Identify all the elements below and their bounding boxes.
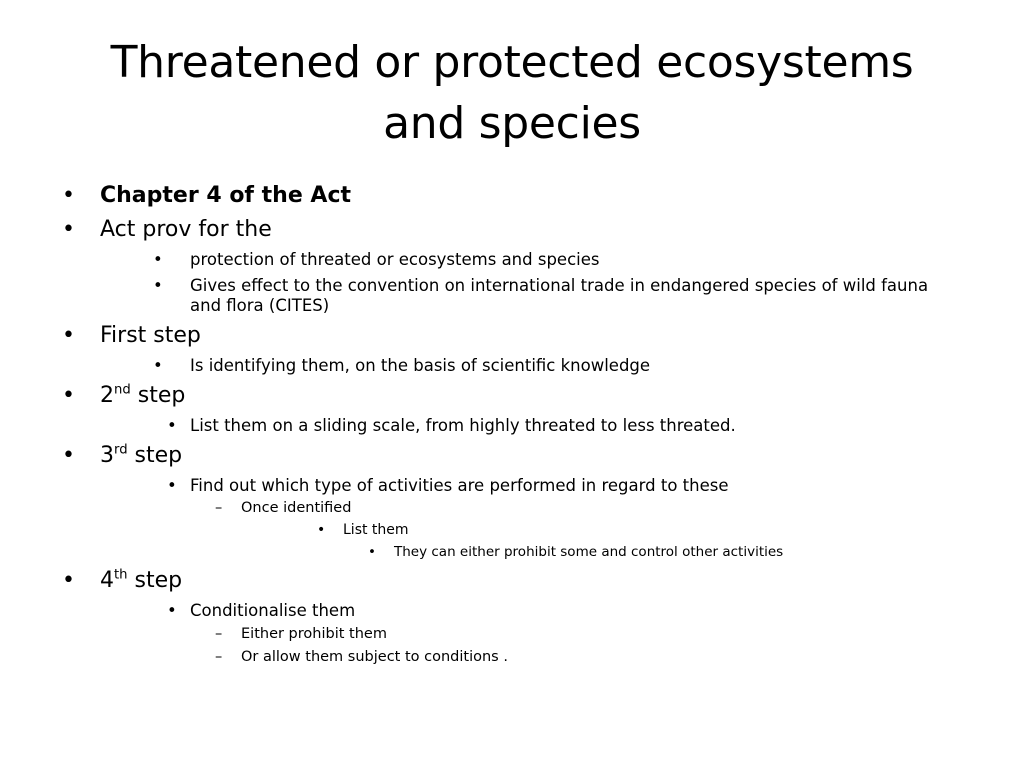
dash-marker: –	[215, 626, 223, 642]
list-item-or-allow: Or allow them subject to conditions .	[241, 649, 508, 665]
bullet-marker: •	[62, 183, 75, 208]
list-item-gives-effect-line-1: Gives effect to the convention on international trade in endangered species of wild fauna	[190, 276, 929, 295]
bullet-marker: •	[153, 250, 163, 269]
bullet-marker: •	[153, 276, 163, 295]
step-word: step	[127, 443, 183, 468]
list-item-list-them: List them	[343, 522, 409, 538]
list-item-sliding-scale: List them on a sliding scale, from highly threated to less threated.	[190, 416, 736, 435]
list-item-either-prohibit: Either prohibit them	[241, 626, 387, 642]
list-item-gives-effect-line-2: and flora (CITES)	[190, 296, 330, 315]
step-number: 3	[100, 443, 114, 468]
bullet-marker: •	[62, 217, 75, 242]
bullet-marker: •	[368, 544, 376, 560]
list-item-act-prov: Act prov for the	[100, 217, 272, 242]
slide-title-line-1: Threatened or protected ecosystems	[110, 37, 914, 88]
bullet-marker: •	[62, 568, 75, 593]
step-ordinal-suffix: rd	[114, 442, 128, 458]
step-word: step	[130, 383, 186, 408]
list-item-find-out: Find out which type of activities are performed in regard to these	[190, 476, 729, 495]
bullet-marker: •	[62, 383, 75, 408]
step-ordinal-suffix: th	[114, 567, 128, 583]
step-number: 2	[100, 383, 114, 408]
list-item-fourth-step	[100, 568, 182, 594]
list-item-first-step: First step	[100, 323, 201, 348]
bullet-marker: •	[62, 443, 75, 468]
list-item-second-step	[100, 383, 185, 409]
step-number: 4	[100, 568, 114, 593]
bullet-marker: •	[167, 601, 177, 620]
list-item-third-step	[100, 443, 182, 469]
slide-title-line-2: and species	[383, 98, 641, 149]
bullet-marker: •	[62, 323, 75, 348]
bullet-marker: •	[167, 476, 177, 495]
step-word: step	[127, 568, 183, 593]
list-item-protection: protection of threated or ecosystems and species	[190, 250, 600, 269]
dash-marker: –	[215, 649, 223, 665]
bullet-marker: •	[167, 416, 177, 435]
step-ordinal-suffix: nd	[114, 382, 131, 398]
list-item-prohibit-some: They can either prohibit some and control other activities	[394, 544, 784, 560]
list-item-once-identified: Once identified	[241, 500, 352, 516]
list-item-chapter-4: Chapter 4 of the Act	[100, 183, 352, 208]
bullet-marker: •	[153, 356, 163, 375]
dash-marker: –	[215, 500, 223, 516]
list-item-identifying: Is identifying them, on the basis of scientific knowledge	[190, 356, 651, 375]
bullet-marker: •	[317, 522, 326, 538]
list-item-conditionalise: Conditionalise them	[190, 601, 356, 620]
